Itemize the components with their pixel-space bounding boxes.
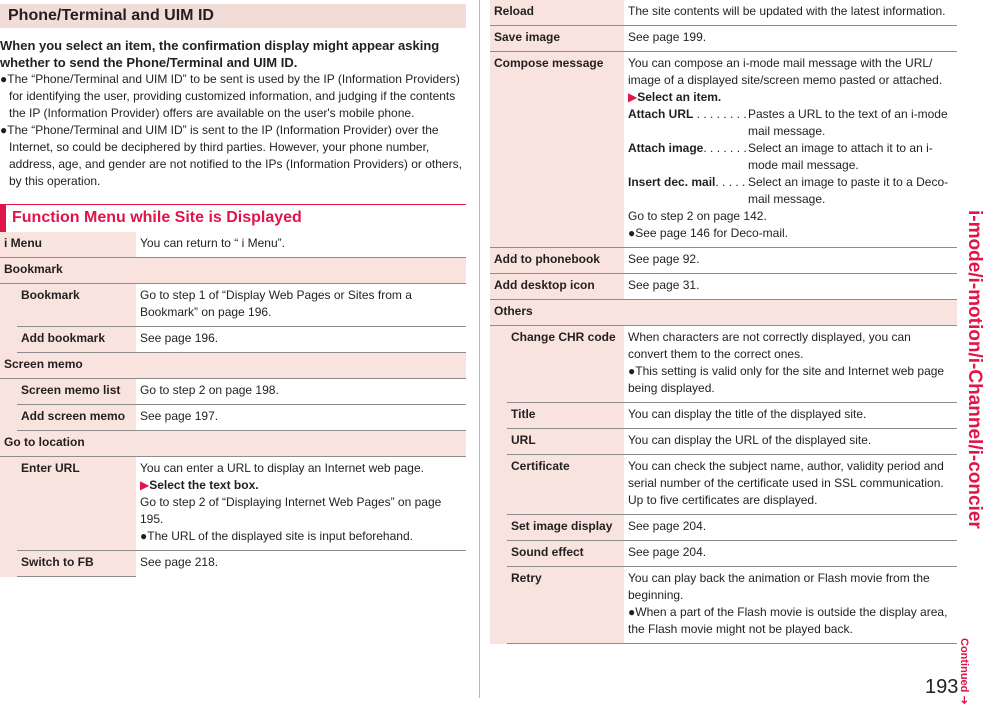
compose-bullet: ●See page 146 for Deco-mail. — [628, 226, 789, 240]
column-divider — [479, 0, 480, 698]
switch-fb-desc: See page 218. — [140, 555, 219, 569]
save-image-label: Save image — [490, 26, 624, 52]
set-image-desc: See page 204. — [624, 515, 957, 541]
option-attach-image: Attach image. . . . . . . Select an image to attach it to an i-mode mail message. — [628, 141, 933, 172]
bookmark-desc: Go to step 1 of “Display Web Pages or Sites from a Bookmark” on page 196. — [136, 284, 466, 327]
row-title — [490, 403, 957, 429]
row-switch-fb — [0, 551, 466, 577]
reload-desc: The site contents will be updated with the latest information. — [624, 0, 957, 26]
row-certificate — [490, 455, 957, 515]
add-phonebook-label: Add to phonebook — [490, 248, 624, 274]
add-screen-memo-label: Add screen memo — [17, 405, 136, 431]
indent — [0, 551, 17, 577]
option-insert-dec-mail: Insert dec. mail. . . . . Select an image to paste it to a Deco-mail message. — [628, 175, 949, 206]
add-bookmark-desc: See page 196. — [136, 327, 466, 353]
screen-memo-list-label: Screen memo list — [17, 379, 136, 405]
side-tab-label: i-mode/i-motion/i-Channel/i-concier — [964, 210, 985, 529]
change-chr-label: Change CHR code — [507, 326, 624, 403]
row-add-to-phonebook — [490, 248, 957, 274]
change-chr-desc: When characters are not correctly displayed, you can convert them to the correct ones. ●This setting is valid only for the site and Internet web page being displayed. — [624, 326, 957, 403]
row-sound-effect — [490, 541, 957, 567]
indent — [0, 405, 17, 431]
url-desc: You can display the URL of the displayed site. — [624, 429, 957, 455]
indent — [0, 327, 17, 353]
compose-message-label: Compose message — [490, 52, 624, 248]
bullet-2: ●The “Phone/Terminal and UIM ID” is sent to the IP (Information Provider) over the Internet, so could be deciphered by third parties. However, your phone number, address, age, and gender are not notified to the IPs (Information Providers) or others, by this operation. — [0, 123, 462, 188]
row-retry — [490, 567, 957, 644]
option-attach-url: Attach URL . . . . . . . . Pastes a URL to the text of an i-mode mail message. — [628, 107, 948, 138]
indent — [0, 379, 17, 405]
row-enter-url — [0, 457, 466, 551]
row-set-image-display — [490, 515, 957, 541]
group-screen-memo — [0, 353, 466, 379]
title-label: Title — [507, 403, 624, 429]
row-add-desktop-icon — [490, 274, 957, 300]
enter-url-desc-1: You can enter a URL to display an Internet web page. — [140, 461, 424, 475]
url-label: URL — [507, 429, 624, 455]
compose-step: ▶Select an item. — [628, 90, 722, 104]
continued-arrow-icon: ➜ — [958, 695, 970, 705]
change-chr-bullet: ●This setting is valid only for the site and Internet web page being displayed. — [628, 364, 945, 395]
reload-label: Reload — [490, 0, 624, 26]
screen-memo-list-desc: Go to step 2 on page 198. — [136, 379, 466, 405]
bookmark-group-label: Bookmark — [0, 258, 466, 284]
add-phonebook-desc: See page 92. — [624, 248, 957, 274]
indent — [490, 541, 507, 567]
enter-url-desc — [136, 457, 466, 551]
row-compose-message — [490, 52, 957, 248]
function-menu-table — [0, 232, 466, 577]
indent — [490, 403, 507, 429]
section-title-phone-uim: Phone/Terminal and UIM ID — [0, 4, 466, 28]
function-menu-table-continued — [490, 0, 957, 644]
row-change-chr-code — [490, 326, 957, 403]
indent — [0, 284, 17, 327]
row-bookmark — [0, 284, 466, 327]
row-reload — [490, 0, 957, 26]
continued-label: Continued ➜ — [958, 638, 970, 705]
group-others — [490, 300, 957, 326]
sound-effect-label: Sound effect — [507, 541, 624, 567]
row-url — [490, 429, 957, 455]
add-desktop-label: Add desktop icon — [490, 274, 624, 300]
imenu-desc: You can return to “ i Menu”. — [136, 232, 466, 258]
step-arrow-icon: ▶ — [628, 90, 638, 104]
title-desc: You can display the title of the displayed site. — [624, 403, 957, 429]
compose-goto: Go to step 2 on page 142. — [628, 209, 767, 223]
add-bookmark-label: Add bookmark — [17, 327, 136, 353]
row-imenu — [0, 232, 466, 258]
set-image-label: Set image display — [507, 515, 624, 541]
go-to-location-group-label: Go to location — [0, 431, 466, 457]
save-image-desc: See page 199. — [624, 26, 957, 52]
right-column — [490, 0, 957, 644]
bullet-1: ●The “Phone/Terminal and UIM ID” to be sent is used by the IP (Information Providers) for identifying the user, providing customized information, and judging if the contents the IP (Information Provider) offers are available on the user's mobile phone. — [0, 72, 460, 120]
row-add-bookmark — [0, 327, 466, 353]
row-screen-memo-list — [0, 379, 466, 405]
indent — [490, 455, 507, 515]
enter-url-step: ▶Select the text box. — [140, 478, 259, 492]
page-number: 193 — [925, 676, 959, 698]
enter-url-bullet: ●The URL of the displayed site is input beforehand. — [140, 529, 413, 543]
add-screen-memo-desc: See page 197. — [136, 405, 466, 431]
compose-message-desc — [624, 52, 957, 248]
indent — [490, 567, 507, 644]
left-column — [0, 4, 466, 577]
group-bookmark — [0, 258, 466, 284]
add-desktop-desc: See page 31. — [624, 274, 957, 300]
retry-desc: You can play back the animation or Flash movie from the beginning. ●When a part of the Flash movie is outside the display area, the Flash movie might not be played back. — [624, 567, 957, 644]
sound-effect-desc: See page 204. — [624, 541, 957, 567]
others-group-label: Others — [490, 300, 957, 326]
imenu-label: i Menu — [0, 232, 136, 258]
certificate-label: Certificate — [507, 455, 624, 515]
certificate-desc: You can check the subject name, author, validity period and serial number of the certificate used in SSL communication. Up to five certificates are displayed. — [624, 455, 957, 515]
lead-text: When you select an item, the confirmation display might appear asking whether to send the Phone/Terminal and UIM ID. — [0, 38, 440, 70]
compose-desc: You can compose an i-mode mail message with the URL/ image of a displayed site/screen memo pasted or attached. — [628, 56, 943, 87]
enter-url-desc-2: Go to step 2 of “Displaying Internet Web Pages” on page 195. — [140, 495, 442, 526]
indent — [0, 457, 17, 551]
row-save-image — [490, 26, 957, 52]
row-add-screen-memo — [0, 405, 466, 431]
section-title-function-menu: Function Menu while Site is Displayed — [0, 204, 466, 232]
group-go-to-location — [0, 431, 466, 457]
indent — [490, 429, 507, 455]
bookmark-label: Bookmark — [17, 284, 136, 327]
retry-label: Retry — [507, 567, 624, 644]
step-arrow-icon: ▶ — [140, 478, 150, 492]
switch-fb-label: Switch to FB — [17, 551, 136, 577]
retry-bullet: ●When a part of the Flash movie is outside the display area, the Flash movie might not be played back. — [628, 605, 948, 636]
indent — [490, 515, 507, 541]
screen-memo-group-label: Screen memo — [0, 353, 466, 379]
enter-url-label: Enter URL — [17, 457, 136, 551]
indent — [490, 326, 507, 403]
